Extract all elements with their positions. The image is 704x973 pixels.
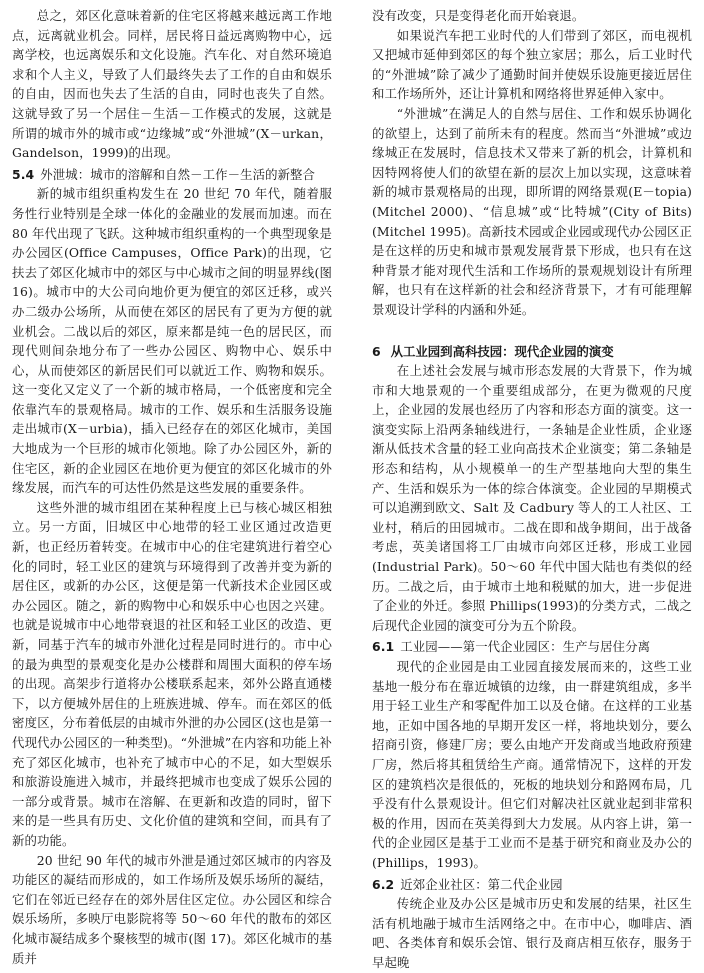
section-number: 5.4 (12, 166, 35, 182)
paragraph: 这些外泄的城市组团在某种程度上已与核心城区相独立。另一方面，旧城区中心地带的轻工业区通过改造更新，也正经历着转变。在城市中心的住宅建筑进行着空心化的同时，轻工业区的建筑与环境得到了改善并变为新的居住区，或新的办公区，这便是第一代新技术企业园区或办公园区。随之，新的购物中心和娱乐中心也因之兴建。也就是说城市中心地带衰退的社区和轻工业区的改造、更新，同基于汽车的城市外泄化过程是同时进行的。市中心的最为典型的景观变化是办公楼群和周围大面积的停车场的出现。高架步行道将办公楼联系起来，郊外公路直通楼下，以方便城外居住的上班族进城、停车。而在郊区的低密度区，分布着低层的由城市外泄的办公园区(这也是第一代现代办公园区的一种类型)。“外泄城”在内容和功能上补充了郊区化城市，也补充了城市中心的不足，如大型娱乐和旅游设施进入城市，并最终把城市也变成了娱乐公园的一部分或背景。城市在溶解、在更新和改造的同时，留下来的是一些具有历史、文化价值的建筑和空间，而具有了新的功能。 (12, 499, 332, 848)
section-number: 6 (372, 343, 381, 359)
paragraph-continued: 没有改变，只是变得老化而开始衰退。 (372, 8, 585, 23)
section-title: 外泄城：城市的溶解和自然－工作－生活的新整合 (40, 166, 316, 182)
section-heading-6-2 (372, 875, 692, 895)
section-number: 6.2 (372, 876, 395, 892)
paragraph: “外泄城”在满足人的自然与居住、工作和娱乐协调化的欲望上，达到了前所未有的程度。然而当“外泄城”或边缘城正在发展时，信息技术又带来了新的机会，计算机和因特网将使人们的欲望在新的层次上加以实现，这意味着新的城市景观格局的出现，即所谓的网络景观(E－topia)(Mitchel 2000)、“信息城”或“比特城”(City of Bits)(Mitchel 1995)。高新技术园或企业园或现代办公园区正是在这样的历史和城市景观发展背景下形成，也只有在这种背景才能对现代生活和工作场所的景观规划设计有所理解，也只有在这样新的社会和经济背景下，才有可能理解景观设计学科的内涵和外延。 (372, 105, 692, 317)
paragraph: 新的城市组织重构发生在 20 世纪 70 年代，随着服务性行业特别是全球一体化的金融业的发展而加速。而在 80 年代出现了飞跃。这种城市组织重构的一个典型现象是办公园区(Office Campuses，Office Park)的出现，它扶去了郊区化城市中的郊区与中心城市之间的明显界线(图 16)。城市中的大公司向地价更为便宜的郊区迁移，或兴办二级办公场所，从而使在郊区的居民有了更为方便的就业机会。二战以后的郊区，原来都是纯一色的居民区，而现代则间杂地分布了一些办公园区、购物中心、娱乐中心，从而使郊区的新居民们可以就近工作、购物和娱乐。这一变化又定义了一个新的城市格局，一个低密度和完全依靠汽车的景观格局。城市的工作、娱乐和生活服务设施走出城市(X－urbia)，插入已经存在的郊区化城市，美国大地成为一个巨形的城市化领地。除了办公园区外，新的住宅区，新的企业园区在地价更为便宜的郊区化城市的外缘发展，而汽车的可达性仍然是这些发展的重要条件。 (12, 186, 332, 496)
section-heading-6 (372, 342, 692, 362)
right-column (372, 6, 692, 970)
section-spacer (372, 320, 692, 342)
section-title: 工业园——第一代企业园区：生产与居住分离 (400, 639, 651, 655)
paragraph: 在上述社会发展与城市形态发展的大背景下，作为城市和大地景观的一个重要组成部分，在更为微观的尺度上，企业园的发展也经历了内容和形态方面的演变。这一演变实际上沿两条轴线进行，一条轴是企业性质，企业逐渐从低技术含量的轻工业向高技术企业演变；第二条轴是形态和结构，从小规模单一的生产型基地向大型的集生产、生活和娱乐为一体的综合体演变。企业园的早期模式可以追溯到欧文、Salt 及 Cadbury 等人的工人社区、工业村，稍后的田园城市。二战在即和战争期间，出于战备考虑，英美诸国将工厂由城市向郊区迁移，形成工业园(Industrial Park)。50～60 年代中国大陆也有类似的经历。二战之后，由于城市土地和税赋的加大，进一步促进了企业的外迁。参照 Phillips(1993)的分类方式，二战之后现代企业园的演变可分为五个阶段。 (372, 363, 692, 633)
paragraph: 现代的企业园是由工业园直接发展而来的，这些工业基地一般分布在靠近城镇的边缘，由一群建筑组成，多半用于轻工业生产和零配件加工以及仓储。在这样的工业基地，正如中国各地的早期开发区一样，将地块划分，要么招商引资，修建厂房；要么由地产开发商或当地政府预建厂房，然后将其租赁给生产商。通常情况下，这样的开发区的建筑档次是很低的，死板的地块划分和路网布局，几乎没有什么景观设计。但它们对解决社区就业起到非常积极的作用，因而在英美得到大力发展。从内容上讲，第一代的企业园区是基于工业而不是基于研究和商业及办公的(Phillips，1993)。 (372, 659, 692, 870)
section-title: 近郊企业社区：第二代企业园 (400, 876, 563, 892)
paragraph: 传统企业及办公区是城市历史和发展的结果，社区生活有机地融于城市生活网络之中。在市中心，咖啡店、酒吧、各类体育和娱乐会馆、银行及商店相互依存，服务于早起晚 (372, 896, 692, 970)
section-heading-6-1 (372, 637, 692, 657)
paragraph: 20 世纪 90 年代的城市外泄是通过郊区城市的内容及功能区的凝结而形成的，如工作场所及娱乐场所的凝结，它们在邻近已经存在的郊外居住区定位。办公园区和综合娱乐场所，多映厅电影院将等 50～60 年代的散布的郊区化城市凝结成多个聚核型的城市(图 17)。郊区化城市的基质并 (12, 852, 332, 966)
paragraph: 如果说汽车把工业时代的人们带到了郊区，而电视机又把城市延伸到郊区的每个独立家居；那么，后工业时代的“外泄城”除了减少了通勤时间并使娱乐设施更接近居住和工作场所外，还让计算机和网络将世界延伸入家中。 (372, 27, 692, 102)
paragraph: 总之，郊区化意味着新的住宅区将越来越远离工作地点，远离就业机会。同样，居民将日益远离购物中心，远离学校，也远离娱乐和文化设施。汽车化、对自然环境追求和个人主义，导致了人们最终失去了工作的自由和娱乐的自由，因而也失去了生活的自由，同时也丧失了自然。这就导致了另一个居住－生活－工作模式的发展，这就是所谓的城市外的城市或“边缘城”或“外泄城”(X－urkan，Gandelson，1999)的出现。 (12, 8, 332, 161)
section-number: 6.1 (372, 639, 395, 655)
section-heading-5-4 (12, 165, 332, 185)
left-column (12, 6, 332, 966)
section-title: 从工业园到高科技园：现代企业园的演变 (390, 343, 614, 359)
